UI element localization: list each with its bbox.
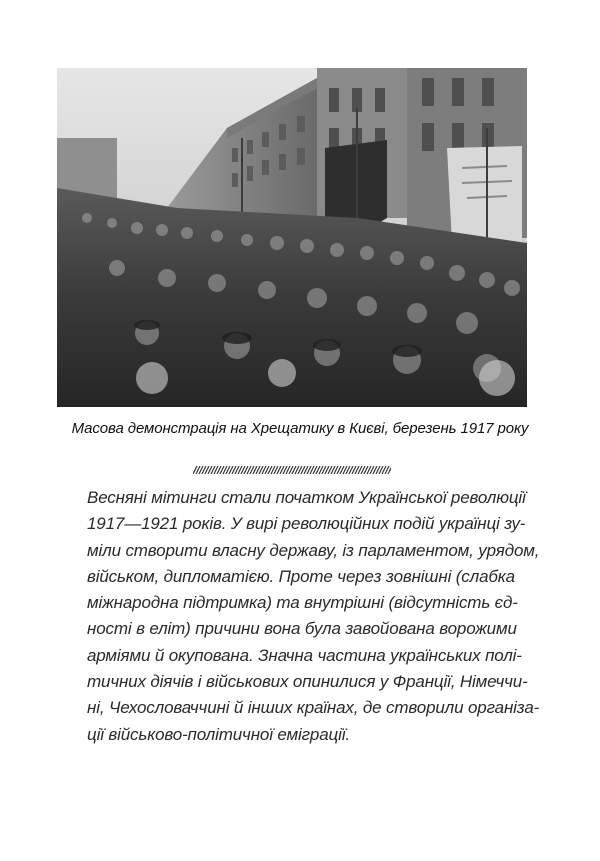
body-line: міжнародна підтримка) та внутрішні (відсутність єд- [87, 593, 518, 613]
body-line: ні, Чехословаччині й інших країнах, де створили організа- [87, 698, 540, 718]
body-line: 1917—1921 років. У вирі революційних подій українці зу- [87, 514, 526, 534]
demonstration-photo [57, 68, 527, 407]
body-line: арміями й окупована. Значна частина українських полі- [87, 645, 522, 665]
body-paragraph [87, 485, 540, 748]
photo-caption: Масова демонстрація на Хрещатику в Києві, березень 1917 року [71, 420, 529, 437]
body-line: ції військово-політичної еміграції. [87, 724, 350, 744]
body-line: військом, дипломатією. Проте через зовнішні (слабка [87, 566, 515, 586]
body-line: Весняні мітинги стали початком Української революції [87, 488, 526, 507]
photo-image [57, 68, 527, 407]
hatched-ornament-divider-icon [193, 466, 391, 474]
body-line: міли створити власну державу, із парламентом, урядом, [87, 540, 540, 560]
body-line: тичних діячів і військових опинилися у Франції, Німеччи- [87, 672, 528, 692]
body-line: ності в еліт) причини вона була завойована ворожими [87, 619, 517, 639]
